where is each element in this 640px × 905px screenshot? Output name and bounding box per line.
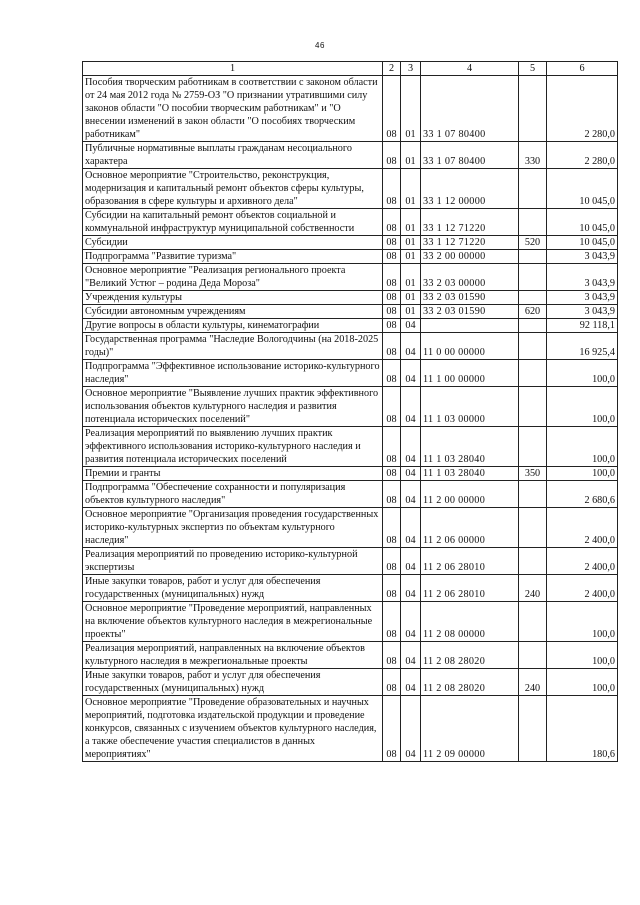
table-row: [83, 142, 618, 169]
row-target-code: 11 1 03 00000: [421, 387, 519, 427]
row-amount: 100,0: [547, 387, 618, 427]
row-subsection: 04: [401, 508, 421, 548]
table-row: [83, 467, 618, 481]
table-row: [83, 642, 618, 669]
row-target-code: 11 2 06 00000: [421, 508, 519, 548]
row-target-code: 11 0 00 00000: [421, 333, 519, 360]
row-target-code: 11 2 08 28020: [421, 669, 519, 696]
row-section: 08: [383, 602, 401, 642]
row-name: Иные закупки товаров, работ и услуг для обеспечения государственных (муниципальных) нужд: [83, 669, 383, 696]
row-name: Реализация мероприятий по проведению историко-культурной экспертизы: [83, 548, 383, 575]
row-expense-type: [519, 602, 547, 642]
row-expense-type: [519, 642, 547, 669]
row-amount: 3 043,9: [547, 250, 618, 264]
row-target-code: 11 2 06 28010: [421, 575, 519, 602]
row-amount: 10 045,0: [547, 169, 618, 209]
table-row: [83, 548, 618, 575]
row-expense-type: [519, 427, 547, 467]
header-expense-type: 5: [519, 62, 547, 76]
row-section: 08: [383, 508, 401, 548]
row-target-code: 33 1 12 71220: [421, 209, 519, 236]
row-amount: 92 118,1: [547, 319, 618, 333]
row-amount: 16 925,4: [547, 333, 618, 360]
table-row: [83, 602, 618, 642]
row-section: 08: [383, 291, 401, 305]
table-row: [83, 669, 618, 696]
row-expense-type: [519, 209, 547, 236]
row-section: 08: [383, 669, 401, 696]
row-target-code: 11 2 06 28010: [421, 548, 519, 575]
row-target-code: 33 2 03 00000: [421, 264, 519, 291]
row-subsection: 01: [401, 236, 421, 250]
row-name: Учреждения культуры: [83, 291, 383, 305]
table-row: [83, 575, 618, 602]
table-row: [83, 481, 618, 508]
row-amount: 2 280,0: [547, 142, 618, 169]
row-name: Основное мероприятие "Проведение образовательных и научных мероприятий, подготовка издательской продукции и проведение конкурсов, связанных с изучением объектов культурного наследия, а также обеспечение участия специалистов в данных мероприятиях": [83, 696, 383, 762]
table-row: [83, 427, 618, 467]
row-target-code: 11 1 03 28040: [421, 427, 519, 467]
row-section: 08: [383, 250, 401, 264]
row-name: Основное мероприятие "Строительство, реконструкция, модернизация и капитальный ремонт объектов сферы культуры, образования в сфере культуры и архивного дела": [83, 169, 383, 209]
row-subsection: 01: [401, 169, 421, 209]
header-amount: 6: [547, 62, 618, 76]
row-section: 08: [383, 642, 401, 669]
row-amount: 2 400,0: [547, 548, 618, 575]
row-name: Субсидии автономным учреждениям: [83, 305, 383, 319]
row-amount: 100,0: [547, 360, 618, 387]
row-section: 08: [383, 427, 401, 467]
table-row: [83, 250, 618, 264]
row-target-code: 11 1 03 28040: [421, 467, 519, 481]
row-target-code: 33 1 12 00000: [421, 169, 519, 209]
row-name: Пособия творческим работникам в соответствии с законом области от 24 мая 2012 года № 2759-ОЗ "О признании утратившими силу законов области "О пособии творческим работникам" и "О внесении изменений в закон области "О пособиях творческим работникам": [83, 76, 383, 142]
table-row: [83, 264, 618, 291]
table-row: [83, 169, 618, 209]
row-name: Основное мероприятие "Организация проведения государственных историко-культурных экспертиз по объектам культурного наследия": [83, 508, 383, 548]
row-subsection: 04: [401, 696, 421, 762]
table-row: [83, 236, 618, 250]
row-expense-type: [519, 76, 547, 142]
row-target-code: 11 2 09 00000: [421, 696, 519, 762]
row-name: Субсидии: [83, 236, 383, 250]
row-section: 08: [383, 169, 401, 209]
table-row: [83, 387, 618, 427]
table-row: [83, 508, 618, 548]
row-target-code: 33 2 03 01590: [421, 291, 519, 305]
row-section: 08: [383, 575, 401, 602]
row-amount: 2 280,0: [547, 76, 618, 142]
row-subsection: 04: [401, 360, 421, 387]
row-section: 08: [383, 76, 401, 142]
row-expense-type: [519, 333, 547, 360]
row-target-code: 11 1 00 00000: [421, 360, 519, 387]
row-subsection: 04: [401, 642, 421, 669]
row-section: 08: [383, 142, 401, 169]
row-section: 08: [383, 264, 401, 291]
row-name: Основное мероприятие "Реализация регионального проекта "Великий Устюг – родина Деда Мороза": [83, 264, 383, 291]
row-target-code: [421, 319, 519, 333]
row-subsection: 04: [401, 333, 421, 360]
row-subsection: 01: [401, 291, 421, 305]
row-subsection: 04: [401, 548, 421, 575]
row-amount: 3 043,9: [547, 305, 618, 319]
row-section: 08: [383, 387, 401, 427]
page-number: 46: [315, 41, 325, 50]
row-expense-type: [519, 319, 547, 333]
row-name: Основное мероприятие "Проведение мероприятий, направленных на включение объектов культурного наследия в межрегиональные проекты": [83, 602, 383, 642]
row-section: 08: [383, 209, 401, 236]
row-target-code: 33 2 03 01590: [421, 305, 519, 319]
row-target-code: 33 1 07 80400: [421, 142, 519, 169]
row-expense-type: [519, 696, 547, 762]
row-name: Основное мероприятие "Выявление лучших практик эффективного использования объектов культурного наследия и развития потенциала исторических поселений": [83, 387, 383, 427]
row-name: Другие вопросы в области культуры, кинематографии: [83, 319, 383, 333]
row-amount: 180,6: [547, 696, 618, 762]
row-amount: 2 680,6: [547, 481, 618, 508]
row-subsection: 04: [401, 467, 421, 481]
row-name: Подпрограмма "Эффективное использование историко-культурного наследия": [83, 360, 383, 387]
row-target-code: 33 1 12 71220: [421, 236, 519, 250]
table-row: [83, 360, 618, 387]
row-expense-type: [519, 481, 547, 508]
row-amount: 100,0: [547, 669, 618, 696]
row-subsection: 01: [401, 264, 421, 291]
row-section: 08: [383, 696, 401, 762]
row-section: 08: [383, 333, 401, 360]
table-row: [83, 696, 618, 762]
row-expense-type: 520: [519, 236, 547, 250]
row-subsection: 01: [401, 142, 421, 169]
header-name: 1: [83, 62, 383, 76]
header-section: 2: [383, 62, 401, 76]
row-subsection: 04: [401, 387, 421, 427]
row-expense-type: [519, 250, 547, 264]
table-row: [83, 209, 618, 236]
row-subsection: 04: [401, 427, 421, 467]
row-expense-type: 240: [519, 669, 547, 696]
row-expense-type: [519, 169, 547, 209]
row-section: 08: [383, 236, 401, 250]
table-row: [83, 76, 618, 142]
row-target-code: 33 1 07 80400: [421, 76, 519, 142]
row-subsection: 01: [401, 305, 421, 319]
row-subsection: 04: [401, 602, 421, 642]
row-subsection: 01: [401, 209, 421, 236]
row-amount: 100,0: [547, 427, 618, 467]
row-amount: 3 043,9: [547, 291, 618, 305]
row-target-code: 11 2 08 00000: [421, 602, 519, 642]
header-target-code: 4: [421, 62, 519, 76]
row-subsection: 04: [401, 669, 421, 696]
row-name: Подпрограмма "Развитие туризма": [83, 250, 383, 264]
row-name: Подпрограмма "Обеспечение сохранности и популяризация объектов культурного наследия": [83, 481, 383, 508]
row-section: 08: [383, 548, 401, 575]
table-row: [83, 305, 618, 319]
row-section: 08: [383, 319, 401, 333]
row-name: Иные закупки товаров, работ и услуг для обеспечения государственных (муниципальных) нужд: [83, 575, 383, 602]
row-name: Премии и гранты: [83, 467, 383, 481]
row-subsection: 01: [401, 250, 421, 264]
row-expense-type: [519, 360, 547, 387]
row-expense-type: 330: [519, 142, 547, 169]
table-row: [83, 333, 618, 360]
row-section: 08: [383, 360, 401, 387]
row-expense-type: [519, 387, 547, 427]
row-amount: 100,0: [547, 602, 618, 642]
row-name: Публичные нормативные выплаты гражданам несоциального характера: [83, 142, 383, 169]
row-amount: 2 400,0: [547, 508, 618, 548]
table-row: [83, 291, 618, 305]
row-subsection: 04: [401, 319, 421, 333]
budget-table: [82, 61, 618, 762]
row-amount: 2 400,0: [547, 575, 618, 602]
row-expense-type: 620: [519, 305, 547, 319]
row-target-code: 11 2 08 28020: [421, 642, 519, 669]
row-name: Субсидии на капитальный ремонт объектов социальной и коммунальной инфраструктур муниципальной собственности: [83, 209, 383, 236]
row-expense-type: [519, 291, 547, 305]
row-name: Реализация мероприятий по выявлению лучших практик эффективного использования историко-культурного наследия и развития потенциала исторических поселений: [83, 427, 383, 467]
row-subsection: 04: [401, 575, 421, 602]
row-target-code: 33 2 00 00000: [421, 250, 519, 264]
row-amount: 100,0: [547, 467, 618, 481]
row-section: 08: [383, 481, 401, 508]
row-section: 08: [383, 467, 401, 481]
row-section: 08: [383, 305, 401, 319]
row-amount: 3 043,9: [547, 264, 618, 291]
row-amount: 100,0: [547, 642, 618, 669]
row-expense-type: [519, 508, 547, 548]
row-expense-type: [519, 548, 547, 575]
header-subsection: 3: [401, 62, 421, 76]
row-amount: 10 045,0: [547, 209, 618, 236]
row-name: Реализация мероприятий, направленных на включение объектов культурного наследия в межрегиональные проекты: [83, 642, 383, 669]
row-expense-type: [519, 264, 547, 291]
row-subsection: 04: [401, 481, 421, 508]
table-row: [83, 319, 618, 333]
row-name: Государственная программа "Наследие Вологодчины (на 2018-2025 годы)": [83, 333, 383, 360]
header-row: [83, 62, 618, 76]
row-amount: 10 045,0: [547, 236, 618, 250]
row-expense-type: 350: [519, 467, 547, 481]
row-expense-type: 240: [519, 575, 547, 602]
row-subsection: 01: [401, 76, 421, 142]
row-target-code: 11 2 00 00000: [421, 481, 519, 508]
